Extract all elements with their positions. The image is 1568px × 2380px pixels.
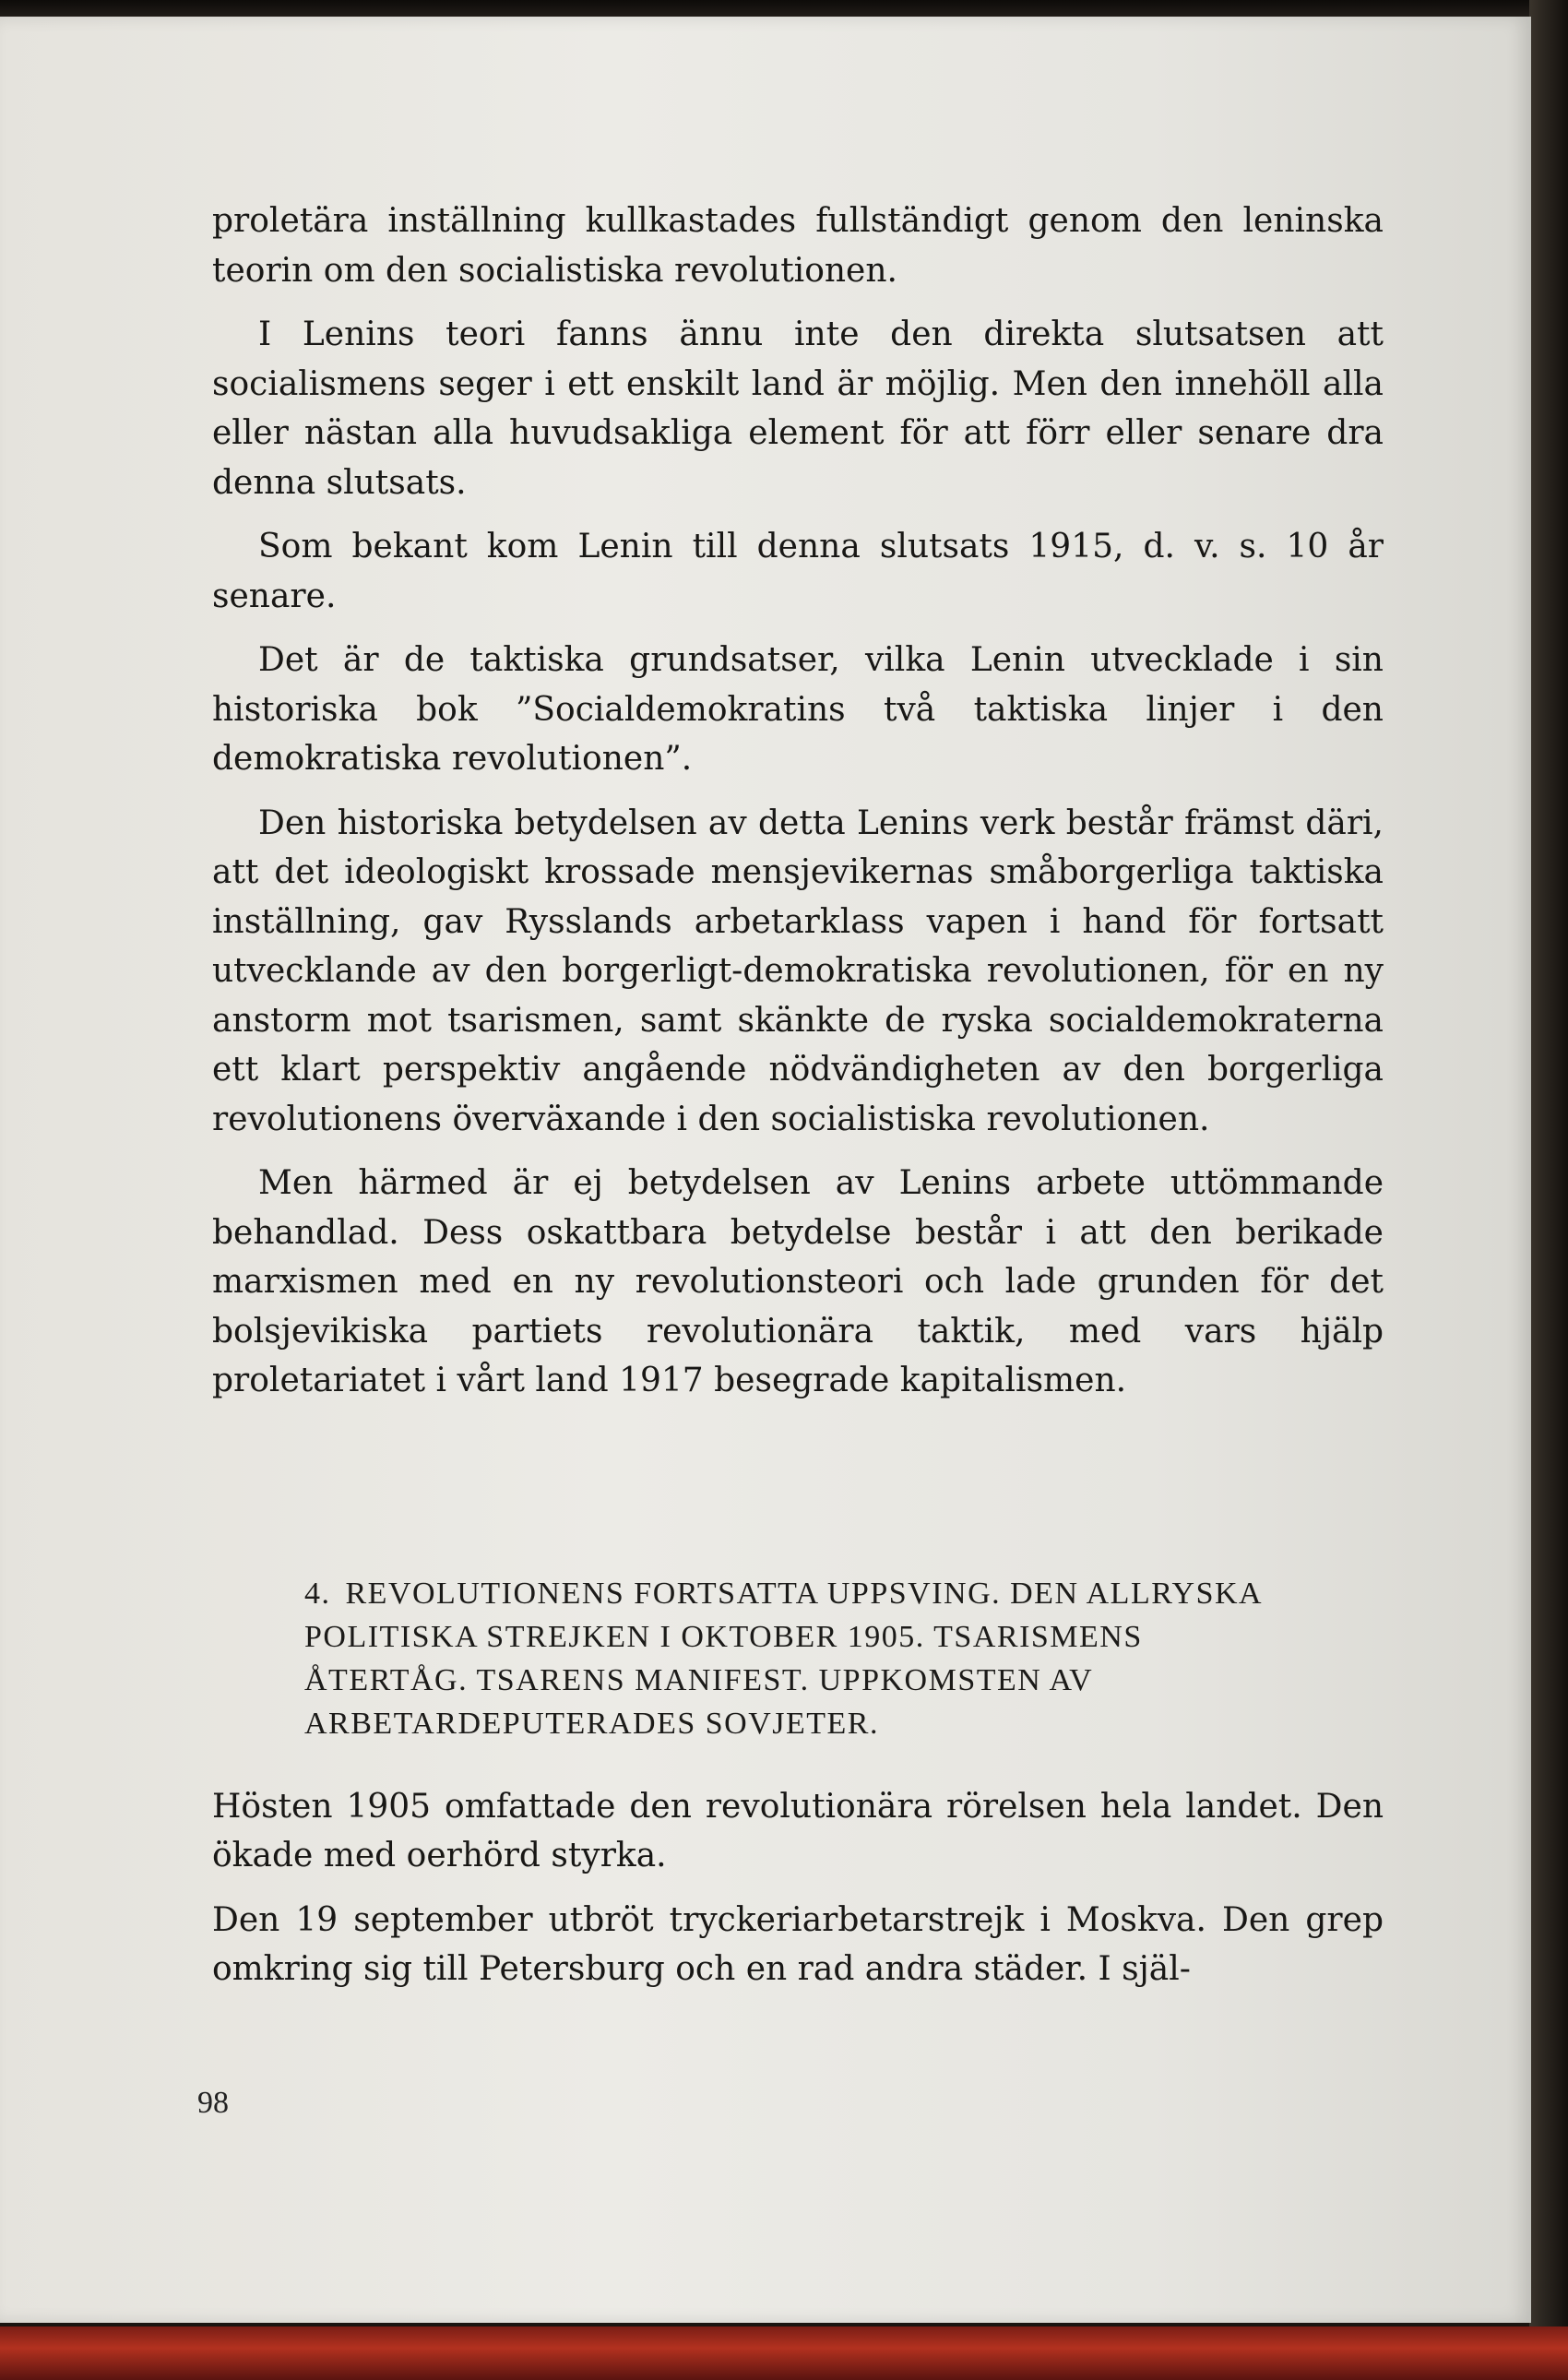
section-title: REVOLUTIONENS FORTSATTA UPPSVING. DEN ALLRYSKA POLITISKA STREJKEN I OKTOBER 1905. TSARISMENS ÅTERTÅG. TSARENS MANIFEST. UPPKOMSTEN AV ARBETARDEPUTERADES SOVJETER. bbox=[304, 1576, 1262, 1741]
paragraph: Den historiska betydelsen av detta Lenins verk består främst däri, att det ideologiskt krossade mensjevikernas småborgerliga taktiska inställning, gav Rysslands arbetarklass vapen i hand för fortsatt utvecklande av den borgerligt-demokratiska revolutionen, för en ny anstorm mot tsarismen, samt skänkte de ryska socialdemokraterna ett klart perspektiv angående nödvändigheten av den borgerliga revolutionens överväxande i den socialistiska revolutionen. bbox=[212, 803, 1384, 1138]
paragraph: Det är de taktiska grundsatser, vilka Lenin utvecklade i sin historiska bok ”Socialdemokratins två taktiska linjer i den demokratiska revolutionen”. bbox=[212, 641, 1384, 778]
paragraph: Hösten 1905 omfattade den revolutionära rörelsen hela landet. Den ökade med oerhörd styrka. bbox=[212, 1787, 1384, 1874]
book-cover-edge bbox=[0, 2326, 1568, 2380]
section-number: 4. bbox=[304, 1576, 331, 1611]
paragraph: Den 19 september utbröt tryckeriarbetarstrejk i Moskva. Den grep omkring sig till Petersburg och en rad andra städer. I själ- bbox=[212, 1900, 1384, 1988]
book-edge-right bbox=[1529, 0, 1568, 2380]
paragraph: Men härmed är ej betydelsen av Lenins arbete uttömmande behandlad. Dess oskattbara betydelse består i att den berikade marxismen med en ny revolutionsteori och lade grunden för det bolsjevikiska partiets revolutionära taktik, med vars hjälp proletariatet i vårt land 1917 besegrade kapitalismen. bbox=[212, 1164, 1384, 1399]
paragraph: I Lenins teori fanns ännu inte den direkta slutsatsen att socialismens seger i ett enskilt land är möjlig. Men den innehöll alla eller nästan alla huvudsakliga element för att förr eller senare dra denna slutsats. bbox=[212, 315, 1384, 502]
section-heading bbox=[304, 1572, 1273, 1745]
paragraph: proletära inställning kullkastades fullständigt genom den leninska teorin om den socialistiska revolutionen. bbox=[212, 202, 1384, 290]
page-content bbox=[212, 196, 1384, 2009]
paragraph: Som bekant kom Lenin till denna slutsats 1915, d. v. s. 10 år senare. bbox=[212, 528, 1384, 615]
book-page bbox=[0, 17, 1531, 2323]
page-number: 98 bbox=[197, 2086, 229, 2120]
